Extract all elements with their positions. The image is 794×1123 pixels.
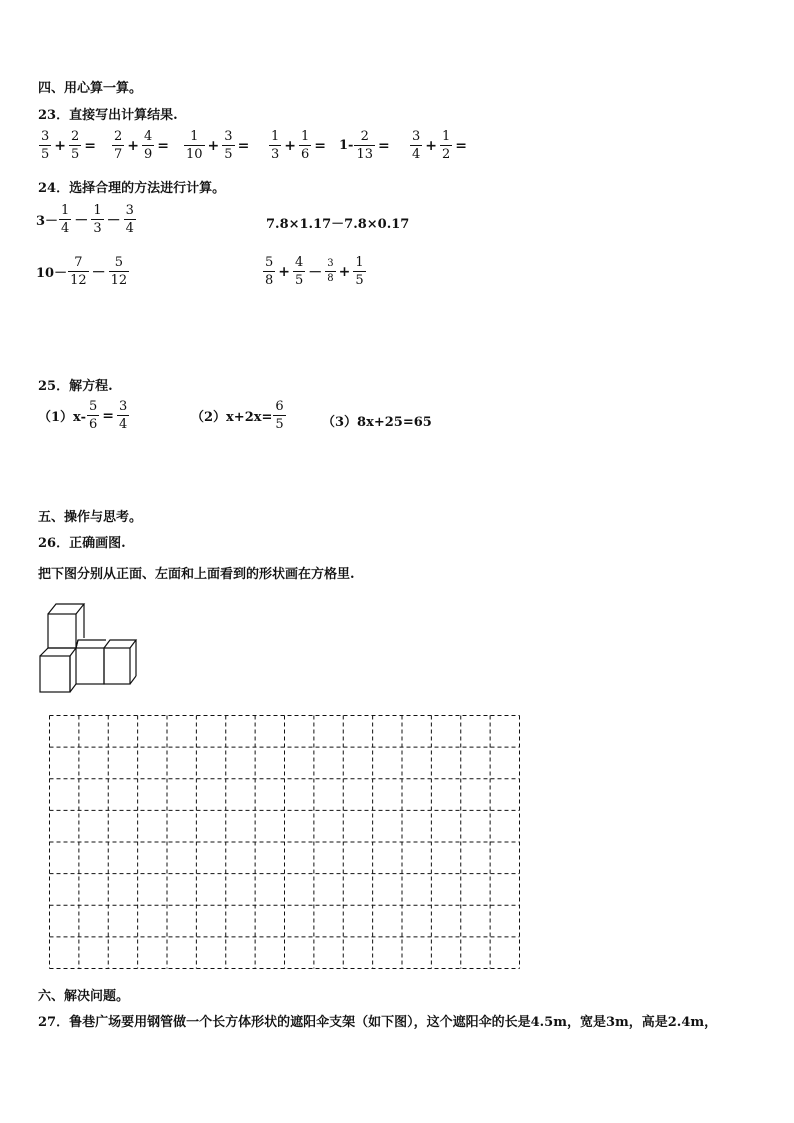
q23-label: 23．直接写出计算结果.: [38, 108, 178, 123]
q25-eq-2: （2）x+2x= $\frac{6}{5}$: [191, 399, 284, 432]
q25-label: 25．解方程.: [38, 379, 113, 394]
section4-title: 四、用心算一算。: [38, 81, 143, 96]
q23-item-6: $\frac{3}{4}$ + $\frac{1}{2}$ =: [412, 129, 468, 162]
q25-eq-1: （1）x- $\frac{5}{6}$ = $\frac{3}{4}$: [38, 399, 128, 432]
q23-item-4: $\frac{1}{3}$ + $\frac{1}{6}$ =: [271, 129, 327, 162]
q26-label: 26．正确画图.: [38, 536, 126, 551]
q24-expr-4: $\frac{5}{8}$ + $\frac{4}{5}$ － $\frac{3}{8}$ + $\frac{1}{5}$: [265, 255, 364, 288]
q24-expr-3: 10－ $\frac{7}{12}$ － $\frac{5}{12}$: [36, 255, 128, 288]
drawing-grid[interactable]: [49, 715, 520, 969]
section6-title: 六、解决问题。: [38, 989, 130, 1004]
q24-expr-1: 3－ $\frac{1}{4}$ － $\frac{1}{3}$ － $\frac{3}{4}$: [36, 203, 134, 236]
q24-label: 24．选择合理的方法进行计算。: [38, 181, 226, 196]
q23-item-5: 1- $\frac{2}{13}$ =: [339, 129, 390, 162]
cube-figure: [36, 600, 140, 696]
q27-text: 27．鲁巷广场要用钢管做一个长方体形状的遮阳伞支架（如下图），这个遮阳伞的长是4.5m，宽是3m，高是2.4m，: [38, 1015, 718, 1030]
q26-instruction: 把下图分别从正面、左面和上面看到的形状画在方格里.: [38, 567, 355, 582]
section5-title: 五、操作与思考。: [38, 510, 143, 525]
q23-item-3: $\frac{1}{10}$ + $\frac{3}{5}$ =: [186, 129, 250, 162]
q25-eq-3: （3）8x+25=65: [322, 415, 432, 430]
q23-item-2: $\frac{2}{7}$ + $\frac{4}{9}$ =: [114, 129, 170, 162]
q23-item-1: $\frac{3}{5}$ + $\frac{2}{5}$ =: [41, 129, 97, 162]
q24-expr-2: 7.8×1.17－7.8×0.17: [266, 217, 410, 232]
